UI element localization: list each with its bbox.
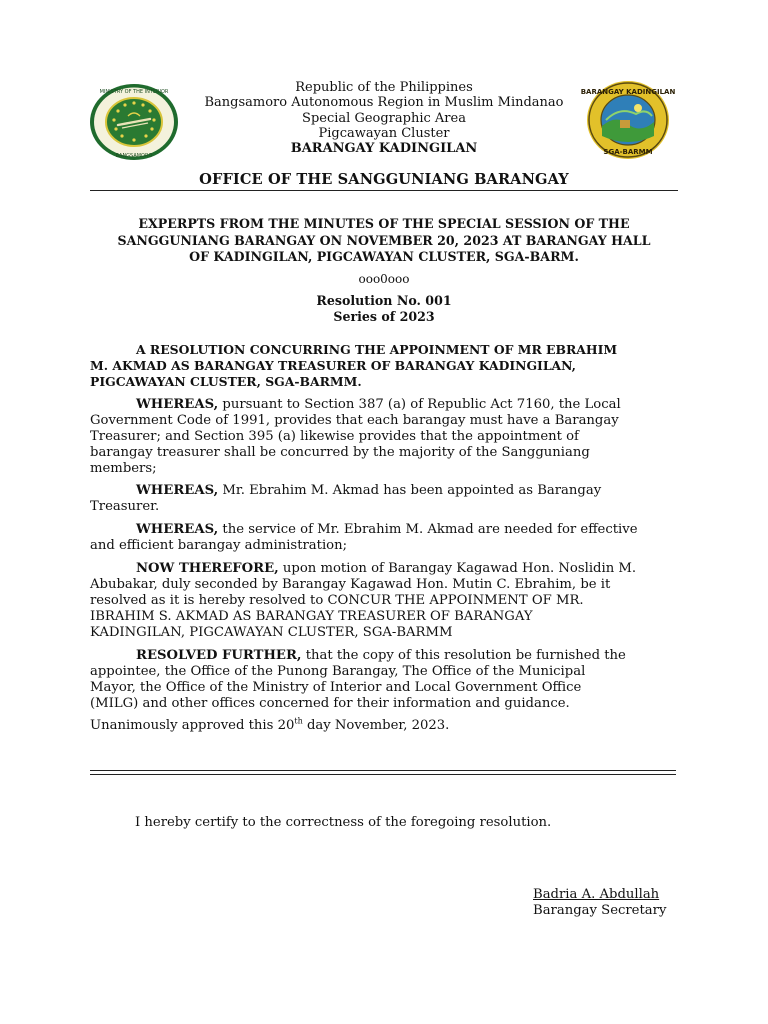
signatory-title: Barangay Secretary	[533, 903, 667, 918]
section-ornament: ooo0ooo	[358, 272, 410, 286]
resolution-title	[90, 342, 670, 391]
excerpt-line: SANGGUNIANG BARANGAY ON NOVEMBER 20, 2023 AT BARANGAY HALL	[117, 232, 651, 248]
paragraph-line: Mr. Ebrahim M. Akmad has been appointed as Barangay	[218, 483, 602, 498]
paragraph-line: the service of Mr. Ebrahim M. Akmad are needed for effective	[218, 522, 638, 537]
paragraph-line: resolved as it is hereby resolved to CONCUR THE APPOINMENT OF MR.	[90, 592, 584, 608]
excerpt-heading	[90, 216, 678, 266]
resolution-number-block	[90, 293, 678, 325]
approval-text: day November, 2023.	[302, 718, 450, 733]
approval-statement	[90, 718, 680, 734]
signatory-block	[533, 887, 666, 919]
paragraph-lead: NOW THEREFORE,	[136, 561, 279, 576]
whereas-paragraph-3	[90, 522, 680, 554]
paragraph-line: members;	[90, 460, 157, 476]
paragraph-line: appointee, the Office of the Punong Barangay, The Office of the Municipal	[90, 663, 586, 679]
paragraph-lead: RESOLVED FURTHER,	[136, 648, 302, 663]
letterhead-region: Bangsamoro Autonomous Region in Muslim Mindanao	[204, 95, 564, 111]
paragraph-line: Treasurer.	[90, 498, 160, 514]
resolution-title-line: A RESOLUTION CONCURRING THE APPOINMENT OF MR EBRAHIM	[136, 342, 618, 357]
paragraph-line: Abubakar, duly seconded by Barangay Kagawad Hon. Mutin C. Ebrahim, be it	[90, 576, 611, 592]
office-title: OFFICE OF THE SANGGUNIANG BARANGAY	[199, 171, 569, 188]
paragraph-line: pursuant to Section 387 (a) of Republic Act 7160, the Local	[218, 397, 621, 412]
svg-text:SGA-BARMM: SGA-BARMM	[603, 148, 653, 156]
approval-text: Unanimously approved this 20	[90, 718, 295, 733]
letterhead-republic: Republic of the Philippines	[295, 80, 473, 95]
resolution-series: Series of 2023	[333, 309, 435, 325]
paragraph-line: upon motion of Barangay Kagawad Hon. Noslidin M.	[278, 561, 637, 576]
paragraph-line: barangay treasurer shall be concurred by the majority of the Sangguniang	[90, 444, 590, 460]
resolution-title-line: M. AKMAD AS BARANGAY TREASURER OF BARANGAY KADINGILAN,	[90, 358, 576, 374]
paragraph-line: IBRAHIM S. AKMAD AS BARANGAY TREASURER OF BARANGAY	[90, 608, 533, 624]
whereas-paragraph-1	[90, 397, 680, 477]
ordinal-suffix: th	[294, 716, 303, 726]
header-divider	[90, 190, 678, 191]
divider-line	[90, 774, 676, 775]
divider-line	[90, 770, 676, 771]
paragraph-line: Mayor, the Office of the Ministry of Interior and Local Government Office	[90, 679, 582, 695]
letterhead-sga: Special Geographic Area	[302, 110, 466, 126]
excerpt-line: OF KADINGILAN, PIGCAWAYAN CLUSTER, SGA-BARM.	[189, 249, 579, 264]
resolved-further-paragraph	[90, 648, 680, 712]
letterhead	[180, 80, 588, 156]
paragraph-lead: WHEREAS,	[136, 522, 219, 537]
now-therefore-paragraph	[90, 561, 680, 641]
paragraph-line: that the copy of this resolution be furnished the	[301, 648, 626, 663]
signatory-name: Badria A. Abdullah	[533, 887, 660, 902]
letterhead-barangay: BARANGAY KADINGILAN	[290, 141, 478, 157]
svg-text:BARANGAY KADINGILAN: BARANGAY KADINGILAN	[580, 88, 676, 96]
paragraph-lead: WHEREAS,	[136, 483, 219, 498]
paragraph-line: (MILG) and other offices concerned for their information and guidance.	[90, 695, 570, 711]
paragraph-line: Treasurer; and Section 395 (a) likewise provides that the appointment of	[90, 428, 579, 444]
paragraph-lead: WHEREAS,	[136, 397, 219, 412]
svg-text:BANGSAMORO: BANGSAMORO	[115, 153, 153, 159]
paragraph-line: KADINGILAN, PIGCAWAYAN CLUSTER, SGA-BARMM	[90, 624, 453, 640]
paragraph-line: and efficient barangay administration;	[90, 537, 348, 553]
letterhead-cluster: Pigcawayan Cluster	[318, 125, 450, 141]
barangay-kadingilan-seal-icon	[580, 80, 676, 160]
resolution-number: Resolution No. 001	[316, 293, 452, 308]
dilg-bangsamoro-seal-icon	[88, 82, 180, 162]
certification-statement: I hereby certify to the correctness of the foregoing resolution.	[135, 815, 552, 830]
whereas-paragraph-2	[90, 483, 680, 515]
excerpt-line: EXPERPTS FROM THE MINUTES OF THE SPECIAL SESSION OF THE	[138, 216, 630, 231]
resolution-title-line: PIGCAWAYAN CLUSTER, SGA-BARMM.	[90, 374, 362, 390]
paragraph-line: Government Code of 1991, provides that each barangay must have a Barangay	[90, 412, 619, 428]
svg-text:MINISTRY OF THE INTERIOR: MINISTRY OF THE INTERIOR	[99, 89, 169, 95]
